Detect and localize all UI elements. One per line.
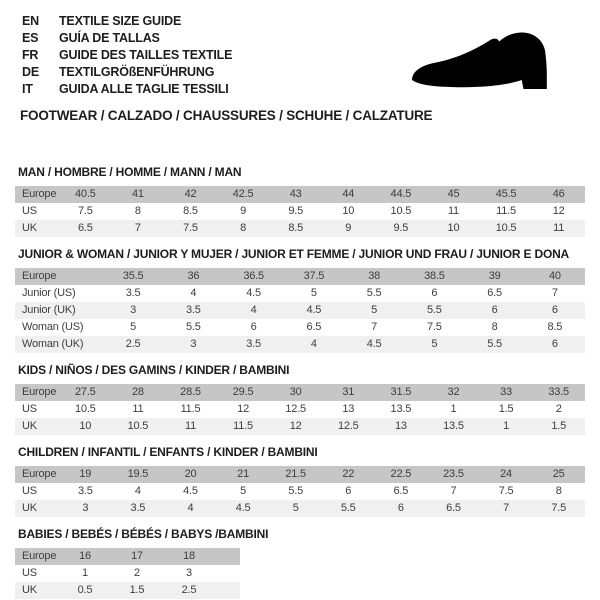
language-code: EN	[22, 14, 39, 28]
size-cell: 8	[134, 205, 141, 217]
size-cell: 46	[552, 188, 565, 200]
section-title-man: MAN / HOMBRE / HOMME / MANN / MAN	[18, 165, 242, 179]
size-cell: 6	[345, 485, 352, 497]
row-label: UK	[22, 420, 37, 432]
size-cell: 28	[131, 386, 144, 398]
language-title-list	[22, 13, 232, 98]
size-cell: 3.5	[77, 485, 93, 497]
size-cell: 1	[450, 403, 457, 415]
size-cell: 7.5	[77, 205, 93, 217]
section-title-babies: BABIES / BEBÉS / BÉBÉS / BABYS /BAMBINI	[18, 527, 269, 541]
section-title-kids: KIDS / NIÑOS / DES GAMINS / KINDER / BAMBINI	[18, 363, 290, 377]
size-cell: 1	[82, 567, 88, 579]
size-cell: 21.5	[285, 468, 306, 480]
size-cell: 10	[447, 222, 460, 234]
size-cell: 44.5	[390, 188, 412, 200]
row-label: UK	[22, 584, 37, 596]
size-cell: 22.5	[390, 468, 412, 480]
row-label: Woman (US)	[22, 321, 84, 333]
size-cell: 1.5	[551, 420, 567, 432]
size-cell: 11.5	[496, 205, 516, 217]
size-cell: 4	[310, 338, 317, 350]
size-cell: 4.5	[183, 485, 198, 497]
size-cell: 7	[551, 287, 558, 299]
size-section-junior-woman	[15, 248, 585, 353]
size-cell: 5.5	[186, 321, 201, 333]
size-cell: 6.5	[306, 321, 322, 333]
size-cell: 7.5	[427, 321, 442, 333]
size-cell: 31	[342, 386, 355, 398]
size-cell: 19.5	[127, 468, 149, 480]
size-cell: 8	[555, 485, 562, 497]
size-cell: 6.5	[446, 502, 461, 514]
table-row	[15, 336, 585, 353]
size-cell: 4.5	[366, 338, 382, 350]
spacer-cell	[215, 548, 240, 565]
row-label: Junior (US)	[22, 287, 76, 299]
table-header-row	[15, 186, 585, 203]
size-cell: 11	[553, 222, 565, 234]
size-cell: 5	[431, 338, 438, 350]
language-row-de	[22, 64, 232, 81]
size-table-kids	[15, 384, 585, 435]
size-cell: 36	[187, 270, 200, 282]
language-code: FR	[22, 48, 39, 62]
size-cell: 8	[491, 321, 498, 333]
row-label: US	[22, 485, 37, 497]
size-cell: 6	[491, 304, 498, 316]
table-row	[15, 483, 585, 500]
section-title-junior-woman: JUNIOR & WOMAN / JUNIOR Y MUJER / JUNIOR ET FEMME / JUNIOR UND FRAU / JUNIOR E DONA	[18, 247, 570, 261]
size-cell: 7	[503, 502, 509, 514]
size-cell: 20	[184, 468, 197, 480]
size-cell: 10.5	[74, 403, 96, 415]
size-cell: 10.5	[495, 222, 517, 234]
spacer-cell	[215, 565, 240, 582]
size-cell: 45.5	[495, 188, 517, 200]
language-title: GUIDE DES TAILLES TEXTILE	[59, 48, 233, 62]
size-cell: 11	[184, 420, 196, 432]
size-cell: 2	[134, 567, 140, 579]
size-cell: 27.5	[74, 386, 96, 398]
table-header-row	[15, 548, 240, 565]
size-cell: 12.5	[285, 403, 306, 415]
size-cell: 5.5	[288, 485, 304, 497]
size-cell: 6	[551, 304, 558, 316]
size-cell: 19	[79, 468, 92, 480]
size-cell: 33.5	[548, 386, 569, 398]
size-cell: 13	[394, 420, 407, 432]
table-header-row	[15, 268, 585, 285]
size-cell: 4	[134, 485, 141, 497]
size-cell: 10	[342, 205, 355, 217]
size-section-children	[15, 446, 585, 517]
language-code: IT	[22, 82, 33, 96]
row-label: US	[22, 403, 37, 415]
row-label: Woman (UK)	[22, 338, 84, 350]
size-cell: 5	[130, 321, 137, 333]
language-code: ES	[22, 31, 39, 45]
table-row	[15, 285, 585, 302]
row-label: UK	[22, 502, 37, 514]
size-table-junior-woman	[15, 268, 585, 353]
size-cell: 6	[250, 321, 257, 333]
size-cell: 35.5	[122, 270, 144, 282]
table-row	[15, 582, 240, 599]
size-cell: 12	[237, 403, 249, 415]
size-cell: 8.5	[183, 205, 198, 217]
table-row	[15, 203, 585, 220]
size-cell: 9.5	[393, 222, 409, 234]
size-cell: 22	[342, 468, 355, 480]
size-cell: 9	[240, 205, 247, 217]
size-cell: 4	[250, 304, 257, 316]
size-cell: 5	[310, 287, 317, 299]
size-cell: 7	[134, 222, 141, 234]
size-cell: 25	[552, 468, 565, 480]
size-cell: 13.5	[390, 403, 412, 415]
language-row-fr	[22, 47, 232, 64]
size-cell: 4.5	[235, 502, 251, 514]
size-cell: 7.5	[498, 485, 514, 497]
size-cell: 5	[371, 304, 378, 316]
size-cell: 30	[289, 386, 302, 398]
size-cell: 9.5	[288, 205, 304, 217]
size-cell: 13.5	[443, 420, 464, 432]
row-label: Europe	[22, 468, 57, 480]
size-cell: 5	[292, 502, 299, 514]
table-row	[15, 500, 585, 517]
language-title: GUÍA DE TALLAS	[59, 31, 160, 45]
size-cell: 5	[240, 485, 247, 497]
size-cell: 6	[397, 502, 404, 514]
size-cell: 18	[183, 550, 195, 562]
row-label: US	[22, 205, 37, 217]
language-row-it	[22, 81, 232, 98]
size-cell: 8.5	[547, 321, 563, 333]
table-row	[15, 565, 240, 582]
size-cell: 1	[503, 420, 509, 432]
size-cell: 6.5	[77, 222, 93, 234]
size-cell: 3.5	[125, 287, 141, 299]
size-cell: 3.5	[246, 338, 261, 350]
size-cell: 45	[447, 188, 460, 200]
size-cell: 11	[447, 205, 459, 217]
size-table-children	[15, 466, 585, 517]
table-header-row	[15, 384, 585, 401]
row-label: Europe	[22, 550, 57, 562]
size-cell: 10	[79, 420, 92, 432]
size-cell: 28.5	[180, 386, 201, 398]
size-cell: 42	[184, 188, 197, 200]
table-header-row	[15, 466, 585, 483]
size-cell: 31.5	[390, 386, 412, 398]
size-cell: 12	[552, 205, 565, 217]
size-cell: 5.5	[487, 338, 502, 350]
size-cell: 7	[450, 485, 457, 497]
size-cell: 6	[551, 338, 558, 350]
table-row	[15, 418, 585, 435]
size-cell: 2	[555, 403, 562, 415]
size-cell: 17	[131, 550, 143, 562]
size-cell: 33	[500, 386, 512, 398]
size-cell: 38	[368, 270, 381, 282]
size-cell: 3	[186, 567, 192, 579]
table-row	[15, 220, 585, 237]
size-cell: 43	[289, 188, 302, 200]
size-cell: 40.5	[74, 188, 96, 200]
size-cell: 1.5	[129, 584, 145, 596]
language-row-en	[22, 13, 232, 30]
size-cell: 38.5	[424, 270, 445, 282]
size-section-man	[15, 166, 585, 237]
row-label: Europe	[22, 270, 57, 282]
size-cell: 8	[240, 222, 247, 234]
size-cell: 3.5	[130, 502, 146, 514]
table-row	[15, 401, 585, 418]
row-label: US	[22, 567, 37, 579]
size-cell: 12.5	[337, 420, 359, 432]
size-cell: 24	[500, 468, 512, 480]
row-label: UK	[22, 222, 37, 234]
language-row-es	[22, 30, 232, 47]
language-code: DE	[22, 65, 39, 79]
size-cell: 42.5	[232, 188, 254, 200]
language-title: TEXTILE SIZE GUIDE	[59, 14, 182, 28]
size-cell: 40	[548, 270, 561, 282]
size-cell: 0.5	[77, 584, 93, 596]
size-cell: 32	[447, 386, 460, 398]
size-cell: 29.5	[232, 386, 254, 398]
size-cell: 11.5	[180, 403, 201, 415]
language-title: TEXTILGRÖßENFÜHRUNG	[59, 65, 215, 79]
size-cell: 23.5	[443, 468, 464, 480]
size-tables	[15, 166, 585, 600]
section-title-children: CHILDREN / INFANTIL / ENFANTS / KINDER / BAMBINI	[18, 445, 318, 459]
size-section-kids	[15, 364, 585, 435]
size-cell: 6.5	[487, 287, 502, 299]
size-cell: 1.5	[498, 403, 514, 415]
size-section-babies	[15, 528, 585, 599]
language-title: GUIDA ALLE TAGLIE TESSILI	[59, 82, 229, 96]
size-cell: 3	[130, 304, 137, 316]
size-cell: 39	[488, 270, 501, 282]
size-cell: 4.5	[246, 287, 261, 299]
size-table-babies	[15, 548, 240, 599]
size-cell: 3	[190, 338, 197, 350]
size-cell: 4	[187, 502, 194, 514]
size-cell: 9	[345, 222, 352, 234]
size-cell: 3	[82, 502, 89, 514]
size-cell: 6.5	[393, 485, 409, 497]
size-table-man	[15, 186, 585, 237]
size-cell: 36.5	[243, 270, 264, 282]
size-cell: 5.5	[366, 287, 382, 299]
size-cell: 7.5	[551, 502, 567, 514]
size-cell: 11.5	[233, 420, 253, 432]
category-title: FOOTWEAR / CALZADO / CHAUSSURES / SCHUHE / CALZATURE	[20, 108, 433, 123]
size-cell: 6	[431, 287, 438, 299]
size-cell: 4	[190, 287, 197, 299]
size-cell: 37.5	[303, 270, 325, 282]
table-row	[15, 302, 585, 319]
size-cell: 4.5	[306, 304, 322, 316]
size-cell: 12	[289, 420, 302, 432]
size-cell: 3.5	[186, 304, 201, 316]
size-cell: 7.5	[183, 222, 198, 234]
size-cell: 10.5	[127, 420, 149, 432]
dress-shoe-icon	[398, 28, 570, 98]
size-cell: 16	[79, 550, 91, 562]
size-cell: 5.5	[427, 304, 442, 316]
size-cell: 41	[131, 188, 144, 200]
row-label: Europe	[22, 386, 57, 398]
size-cell: 8.5	[288, 222, 304, 234]
row-label: Europe	[22, 188, 57, 200]
size-cell: 13	[342, 403, 355, 415]
spacer-cell	[215, 582, 240, 599]
size-cell: 21	[237, 468, 249, 480]
size-cell: 11	[132, 403, 144, 415]
size-cell: 10.5	[390, 205, 412, 217]
size-cell: 2.5	[181, 584, 197, 596]
size-cell: 2.5	[125, 338, 141, 350]
size-cell: 44	[342, 188, 355, 200]
size-cell: 7	[371, 321, 378, 333]
row-label: Junior (UK)	[22, 304, 76, 316]
table-row	[15, 319, 585, 336]
size-cell: 5.5	[340, 502, 356, 514]
